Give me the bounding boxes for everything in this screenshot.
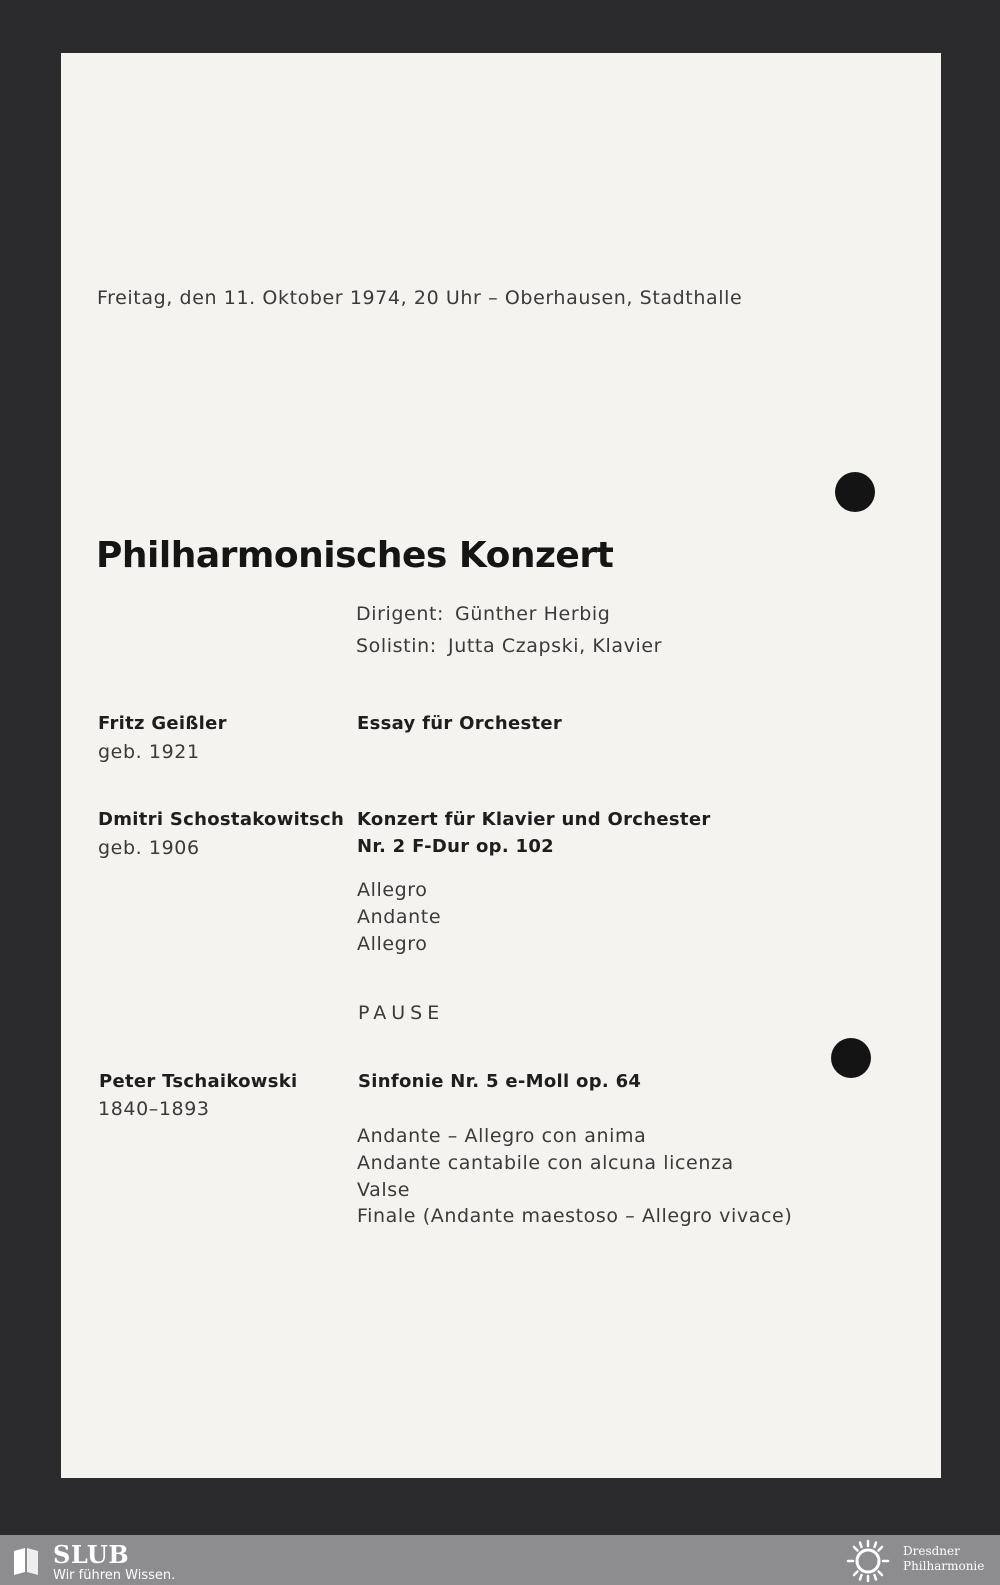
conductor-name: Günther Herbig [455, 603, 611, 625]
partner-line-1: Dresdner [903, 1544, 960, 1558]
philharmonie-logo-icon [842, 1539, 894, 1583]
slub-tagline: Wir führen Wissen. [53, 1568, 176, 1583]
composer-dates: geb. 1906 [98, 837, 200, 859]
soloist-label: Solistin: [356, 635, 437, 657]
punch-hole-top [835, 472, 875, 512]
composer-dates: 1840–1893 [98, 1098, 210, 1120]
movement: Finale (Andante maestoso – Allegro vivace) [357, 1205, 793, 1227]
slub-logo-icon [12, 1545, 40, 1575]
soloist-name: Jutta Czapski, Klavier [448, 635, 663, 657]
philharmonie-wordmark [903, 1544, 984, 1574]
movement: Allegro [357, 933, 428, 955]
partner-line-2: Philharmonie [903, 1559, 985, 1573]
movement: Andante cantabile con alcuna licenza [357, 1152, 734, 1174]
work-title: Sinfonie Nr. 5 e-Moll op. 64 [358, 1071, 642, 1092]
work-title: Essay für Orchester [357, 713, 563, 734]
movement: Andante [357, 906, 442, 928]
movement: Andante – Allegro con anima [357, 1125, 647, 1147]
composer-name: Fritz Geißler [98, 713, 227, 734]
intermission-label: PAUSE [358, 1002, 445, 1024]
composer-name: Peter Tschaikowski [99, 1071, 298, 1092]
conductor-label: Dirigent: [356, 603, 445, 625]
program-sheet [61, 53, 941, 1478]
punch-hole-bottom [831, 1038, 871, 1078]
footer-bar [0, 1535, 1000, 1585]
concert-date-line: Freitag, den 11. Oktober 1974, 20 Uhr – Oberhausen, Stadthalle [97, 287, 743, 309]
page-title: Philharmonisches Konzert [96, 535, 614, 576]
movement: Valse [357, 1179, 411, 1201]
composer-name: Dmitri Schostakowitsch [98, 809, 345, 830]
composer-dates: geb. 1921 [98, 741, 200, 763]
work-title: Konzert für Klavier und Orchester [357, 809, 711, 830]
work-title: Nr. 2 F-Dur op. 102 [357, 836, 555, 857]
movement: Allegro [357, 879, 428, 901]
slub-wordmark: SLUB [53, 1540, 130, 1569]
